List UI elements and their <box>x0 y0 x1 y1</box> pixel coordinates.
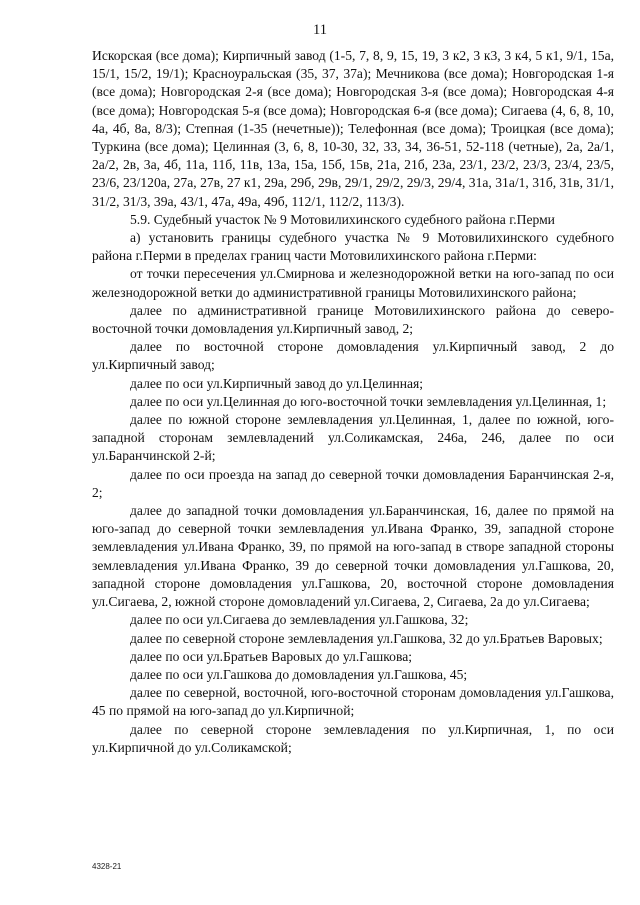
paragraph: далее по восточной стороне домовладения ул.Кирпичный завод, 2 до ул.Кирпичный завод; <box>92 339 614 373</box>
paragraph: далее по южной стороне землевладения ул.Целинная, 1, далее по южной, юго-западной сторонам землевладений ул.Соликамская, 246а, 246, далее по оси ул.Баранчинской 2-й; <box>92 412 614 464</box>
paragraph: далее по северной стороне землевладения по ул.Кирпичная, 1, по оси ул.Кирпичной до ул.Соликамской; <box>92 721 614 755</box>
paragraph: далее по северной, восточной, юго-восточной сторонам домовладения ул.Гашкова, 45 по прямой на юго-запад до ул.Кирпичной; <box>92 685 614 719</box>
page-number: 11 <box>313 22 327 38</box>
paragraph-section-heading: 5.9. Судебный участок № 9 Мотовилихинского судебного района г.Перми <box>130 211 555 227</box>
paragraph: далее по северной стороне землевладения ул.Гашкова, 32 до ул.Братьев Варовых; <box>130 630 603 646</box>
paragraph: от точки пересечения ул.Смирнова и железнодорожной ветки на юго-запад по оси железнодорожной ветки до административной границы Мотовилихинского района; <box>92 266 614 300</box>
paragraph: а) установить границы судебного участка № 9 Мотовилихинского судебного района г.Перми в пределах границ части Мотовилихинского района г.Перми: <box>92 230 614 264</box>
paragraph: далее до западной точки домовладения ул.Баранчинская, 16, далее по прямой на юго-запад до северной точки землевладения ул.Ивана Франко, 39, западной стороне землевладения ул.Ивана Франко, 39, по прямой на юго-запад в створе западной стороны землевладения ул.Ивана Франко, 39 до северной точки домовладения ул.Гашкова, 20, западной стороне домовладения ул.Гашкова, 20, восточной стороне домовладения ул.Сигаева, 2, южной стороне домовладений ул.Сигаева, 2, Сигаева, 2а до ул.Сигаева; <box>92 503 614 610</box>
paragraph: далее по административной границе Мотовилихинского района до северо-восточной точки домовладения ул.Кирпичный завод, 2; <box>92 302 614 337</box>
document-code: 4328-21 <box>92 862 122 871</box>
paragraph: далее по оси ул.Кирпичный завод до ул.Целинная; <box>130 375 424 391</box>
paragraph-street-list: Искорская (все дома); Кирпичный завод (1-5, 7, 8, 9, 15, 19, 3 к2, 3 к3, 3 к4, 5 к1, 9/1, 15а, 15/1, 15/2, 19/1); Красноуральская (35, 37, 37а); Мечникова (все дома); Новгородская 1-я (все дома); Новгородская 2-я (все дома); Новгородская 3-я (все дома); Новгородская 4-я (все дома); Новгородская 5-я (все дома); Новгородская 6-я (все дома); Сигаева (4, 6, 8, 10, 4а, 4б, 8а, 8/3); Степная (1-35 (нечетные)); Телефонная (все дома); Троицкая (все дома); Туркина (все дома); Целинная (3, 6, 8, 10-30, 32, 33, 34, 36-51, 52-118 (четные), 2а, 2а/1, 2а/2, 2в, 3а, 4б, 11а, 11б, 11в, 13а, 15а, 15б, 15в, 21а, 21б, 23а, 23/1, 23/2, 23/3, 23/4, 23/5, 23/6, 23/120а, 27а, 27в, 27 к1, 29а, 29б, 29в, 29/1, 29/2, 29/3, 29/4, 31а, 31а/1, 31б, 31в, 31/1, 31/2, 31/3, 39а, 43/1, 47а, 49а, 49б, 112/1, 112/2, 113/3). <box>92 48 614 209</box>
paragraph: далее по оси ул.Целинная до юго-восточной точки землевладения ул.Целинная, 1; <box>130 393 607 409</box>
paragraph: далее по оси проезда на запад до северной точки домовладения Баранчинская 2-я, 2; <box>92 466 614 500</box>
paragraph: далее по оси ул.Гашкова до домовладения ул.Гашкова, 45; <box>130 666 468 682</box>
paragraph: далее по оси ул.Братьев Варовых до ул.Гашкова; <box>130 648 413 664</box>
paragraph: далее по оси ул.Сигаева до землевладения ул.Гашкова, 32; <box>130 612 469 628</box>
document-body <box>92 47 614 757</box>
